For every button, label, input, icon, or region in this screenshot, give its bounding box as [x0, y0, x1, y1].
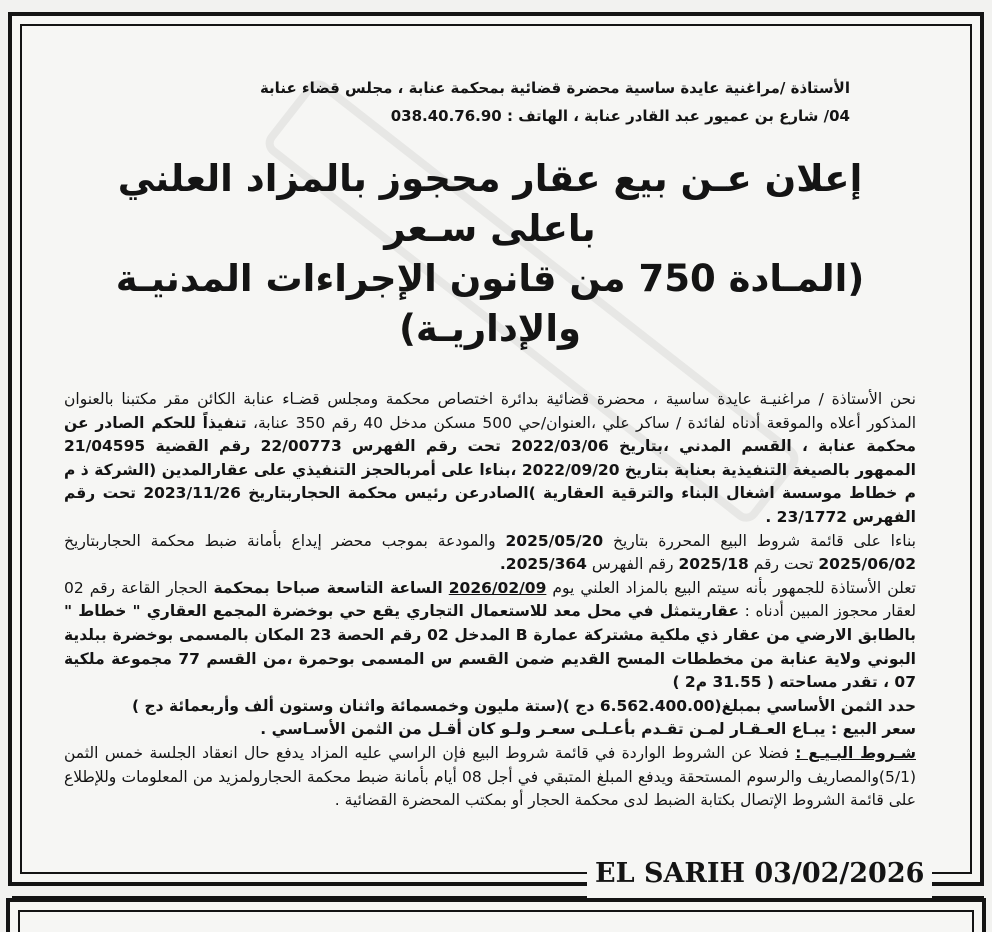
paragraph-sale-terms: شـروط البـيـع : فضلا عن الشروط الواردة في قائمة شروط البيع فإن الراسي عليه المزاد يدفع حال انعقاد الجلسة خمس الثمن (5/1)والمصاريف والرسوم المستحقة ويدفع المبلغ المتبقي في أجل 08 أيام بأمانة ضبط محكمة الحجارولمزيد من المعلومات وللإطلاع على قائمة الشروط الإتصال بكتابة الضبط لدى محكمة الحجار أو بمكتب المحضرة القضائية .: [64, 743, 916, 810]
bailiff-header: [64, 74, 916, 130]
announcement-inner-border: [20, 24, 972, 874]
paragraph-intro: نحن الأستاذة / مراغنيـة عايدة ساسية ، محضرة قضائية بدائرة اختصاص محكمة ومجلس قضـاء عنابة الكائن مقر مكتبنا بالعنوان المذكور أعلاه والموقعة أدناه لفائدة / ساكر علي ،العنوان/حي 500 مسكن مدخل 40 رقم 350 عنابة، تنفيذاً للحكم الصادر عن محكمة عنابة ، القسم المدني ،بتاريخ 2022/03/06 تحت رقم الفهرس 22/00773 رقم القضية 21/04595 الممهور بالصيغة التنفيذية بعنابة بتاريخ 2022/09/20 ،بناءا على أمربالحجز التنفيذي على عقارالمدين (الشركة ذ م م خطاط موسسة اشغال البناء والترقية العقارية )الصادرعن رئيس محكمة الحجاربتاريخ 2023/11/26 تحت رقم الفهرس 23/1772 .: [64, 390, 917, 526]
paragraph-sale-date: تعلن الأستاذة للجمهور بأنه سيتم البيع بالمزاد العلني يوم 2026/02/09 الساعة التاسعة صباحا بمحكمة الحجار القاعة رقم 02 لعقار محجوز المبين أدناه : عقاريتمثل في محل معد للاستعمال التجاري يقع حي بوخضرة المجمع العقاري " خطاط " بالطابق الارضي من عقار ذي ملكية مشتركة عمارة B المدخل 02 رقم الحصة 23 المكان بالمسمى بوخضرة ببلدية البوني ولاية عنابة من مخططات المسح القديم ضمن القسم س المسمى بوحمرة ،من القسم 77 مجموعة ملكية 07 ، تقدر مساحته ( 31.55 م2 ): [64, 578, 916, 692]
header-line-2: 04/ شارع بن عميور عبد القادر عنابة ، الهاتف : 038.40.76.90: [390, 107, 850, 125]
announcement-content: [64, 26, 916, 813]
auction-date: 2026/02/09: [448, 578, 547, 597]
paragraph-sale-price: سعر البيع : يبـاع العـقـار لمـن تقـدم بأعـلـى سعـر ولـو كان أقـل من الثمن الأسـاسي .: [260, 720, 916, 739]
title-line-2: (المـادة 750 من قانون الإجراءات المدنيـة والإداريـة): [115, 257, 865, 350]
announcement-frame: [8, 12, 984, 889]
paragraph-conditions-deposit: بناءا على قائمة شروط البيع المحررة بتاريخ 2025/05/20 والمودعة بموجب محضر إيداع بأمانة ضبط محكمة الحجاربتاريخ 2025/06/02 تحت رقم 2025/18 رقم الفهرس 2025/364.: [64, 531, 916, 574]
announcement-title: [64, 154, 916, 354]
announcement-body: [64, 388, 916, 813]
title-line-1: إعلان عـن بيع عقار محجوز بالمزاد العلني باعلى سـعر: [117, 157, 863, 250]
sale-terms-label: شـروط البـيـع :: [795, 743, 916, 762]
next-announcement-frame: [6, 898, 986, 932]
paragraph-base-price: حدد الثمن الأساسي بمبلغ(6.562.400.00 دج )(ستة مليون وخمسمائة واثنان وستون ألف وأربعمائة دج ): [132, 696, 916, 715]
header-line-1: الأستاذة /مراغنية عايدة ساسية محضرة قضائية بمحكمة عنابة ، مجلس قضاء عنابة: [259, 79, 850, 97]
newspaper-signature: EL SARIH 03/02/2026: [587, 858, 932, 898]
next-announcement-inner-border: [18, 910, 974, 932]
